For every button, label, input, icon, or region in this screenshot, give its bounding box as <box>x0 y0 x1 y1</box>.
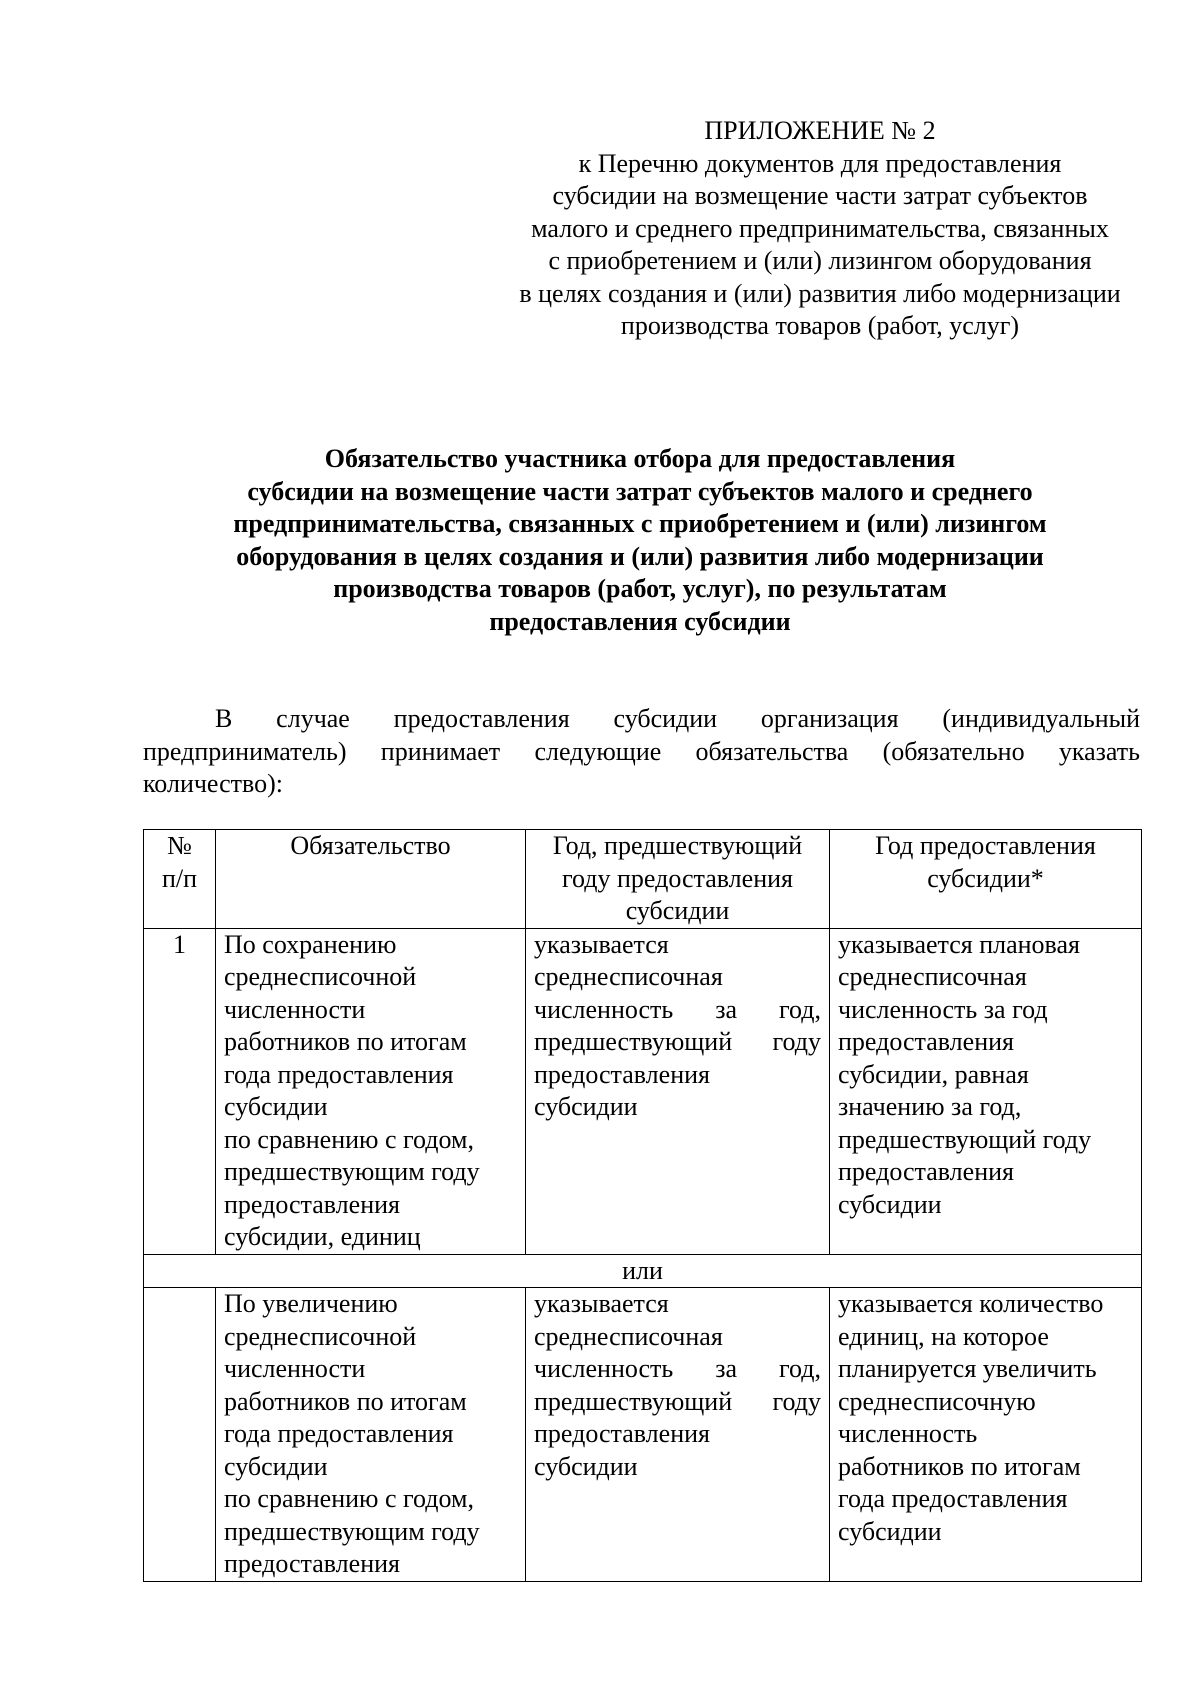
cell-line: среднесписочную <box>838 1386 1036 1416</box>
header-text: Обязательство <box>290 831 451 860</box>
cell-line: года предоставления <box>838 1484 1068 1513</box>
cell-line: субсидии <box>534 1092 638 1121</box>
title-line: субсидии на возмещение части затрат субъектов малого и среднего <box>247 476 1033 506</box>
cell-line: среднесписочная <box>534 1321 723 1351</box>
table-row-or <box>144 1254 1142 1288</box>
header-text: Год предоставления <box>875 831 1096 860</box>
appendix-line: в целях создания и (или) развития либо модернизации <box>519 278 1121 308</box>
title-line: оборудования в целях создания и (или) развития либо модернизации <box>236 541 1044 571</box>
or-separator: или <box>144 1254 1142 1288</box>
header-num <box>144 830 216 929</box>
obligation-cell <box>216 1288 526 1582</box>
cell-line: указывается количество <box>838 1289 1104 1318</box>
header-prev-year <box>526 830 830 929</box>
cell-line: указывается плановая <box>838 929 1080 959</box>
grant-year-cell <box>830 1288 1142 1582</box>
cell-line: работников по итогам <box>224 1027 467 1056</box>
header-text: Год, предшествующий <box>552 831 803 860</box>
cell-line: предшествующим году <box>224 1516 480 1546</box>
cell-line: года предоставления <box>224 1419 454 1448</box>
cell-line: субсидии <box>224 1092 328 1121</box>
header-text: № <box>167 831 192 860</box>
cell-line: предшествующий году <box>534 1386 821 1416</box>
appendix-line: ПРИЛОЖЕНИЕ № 2 <box>704 116 936 145</box>
cell-line: предшествующий году <box>534 1027 821 1056</box>
cell-line: предшествующим году <box>224 1157 480 1186</box>
cell-line: предоставления <box>224 1549 400 1578</box>
header-text: п/п <box>161 863 198 893</box>
appendix-header <box>480 115 1160 343</box>
cell-line: численность <box>838 1419 978 1448</box>
title-line: Обязательство участника отбора для предоставления <box>324 444 956 473</box>
cell-line: численность за год, <box>534 1354 821 1383</box>
title-line: производства товаров (работ, услуг), по результатам <box>333 574 947 603</box>
table-row <box>144 1288 1142 1582</box>
cell-line: субсидии, единиц <box>224 1222 421 1251</box>
title-line: предоставления субсидии <box>489 606 791 636</box>
cell-line: субсидии <box>224 1451 328 1481</box>
cell-line: численность за год, <box>534 994 821 1024</box>
cell-line: численности <box>224 994 366 1024</box>
cell-line: среднесписочной <box>224 1321 417 1351</box>
header-obligation <box>216 830 526 929</box>
cell-line: единиц, на которое <box>838 1321 1049 1351</box>
cell-line: значению за год, <box>838 1092 1022 1121</box>
cell-line: указывается <box>534 1289 669 1318</box>
cell-line: субсидии <box>534 1451 638 1481</box>
cell-line: предоставления <box>838 1157 1014 1186</box>
intro-line: предприниматель) принимает следующие обязательства (обязательно указать <box>143 736 1140 766</box>
table-header-row <box>144 830 1142 929</box>
row-number: 1 <box>144 928 216 1254</box>
cell-line: планируется увеличить <box>838 1354 1097 1383</box>
cell-line: По сохранению <box>224 929 397 959</box>
cell-line: численности <box>224 1354 366 1383</box>
title-line: предпринимательства, связанных с приобретением и (или) лизингом <box>233 509 1047 538</box>
cell-line: субсидии <box>838 1189 942 1219</box>
cell-line: предоставления <box>534 1059 710 1089</box>
intro-paragraph <box>143 703 1140 801</box>
cell-line: по сравнению с годом, <box>224 1484 474 1513</box>
row-number <box>144 1288 216 1582</box>
prev-year-cell <box>526 1288 830 1582</box>
cell-line: года предоставления <box>224 1059 454 1089</box>
appendix-line: к Перечню документов для предоставления <box>578 148 1062 178</box>
cell-line: предшествующий году <box>838 1124 1092 1154</box>
cell-line: численность за год <box>838 994 1048 1024</box>
document-title <box>160 443 1120 638</box>
cell-line: работников по итогам <box>224 1386 467 1416</box>
header-text: субсидии* <box>927 863 1044 893</box>
appendix-line: малого и среднего предпринимательства, связанных <box>531 213 1109 243</box>
cell-line: указывается <box>534 929 669 959</box>
cell-line: субсидии, равная <box>838 1059 1029 1089</box>
cell-line: работников по итогам <box>838 1451 1081 1481</box>
obligations-table <box>143 829 1142 1582</box>
obligation-cell <box>216 928 526 1254</box>
grant-year-cell <box>830 928 1142 1254</box>
cell-line: среднесписочной <box>224 962 417 991</box>
header-text: субсидии <box>625 896 730 925</box>
cell-line: среднесписочная <box>838 962 1027 991</box>
cell-line: предоставления <box>838 1027 1014 1056</box>
prev-year-cell <box>526 928 830 1254</box>
table-row <box>144 928 1142 1254</box>
appendix-line: субсидии на возмещение части затрат субъектов <box>552 181 1088 210</box>
header-grant-year <box>830 830 1142 929</box>
header-text: году предоставления <box>562 863 793 893</box>
cell-line: предоставления <box>534 1419 710 1448</box>
appendix-line: производства товаров (работ, услуг) <box>620 311 1020 340</box>
cell-line: по сравнению с годом, <box>224 1124 474 1154</box>
intro-line: В случае предоставления субсидии организация (индивидуальный <box>215 704 1140 733</box>
cell-line: субсидии <box>838 1516 942 1546</box>
cell-line: По увеличению <box>224 1289 398 1318</box>
cell-line: предоставления <box>224 1189 400 1219</box>
intro-line: количество): <box>143 769 284 798</box>
appendix-line: с приобретением и (или) лизингом оборудования <box>548 246 1092 275</box>
cell-line: среднесписочная <box>534 962 723 991</box>
